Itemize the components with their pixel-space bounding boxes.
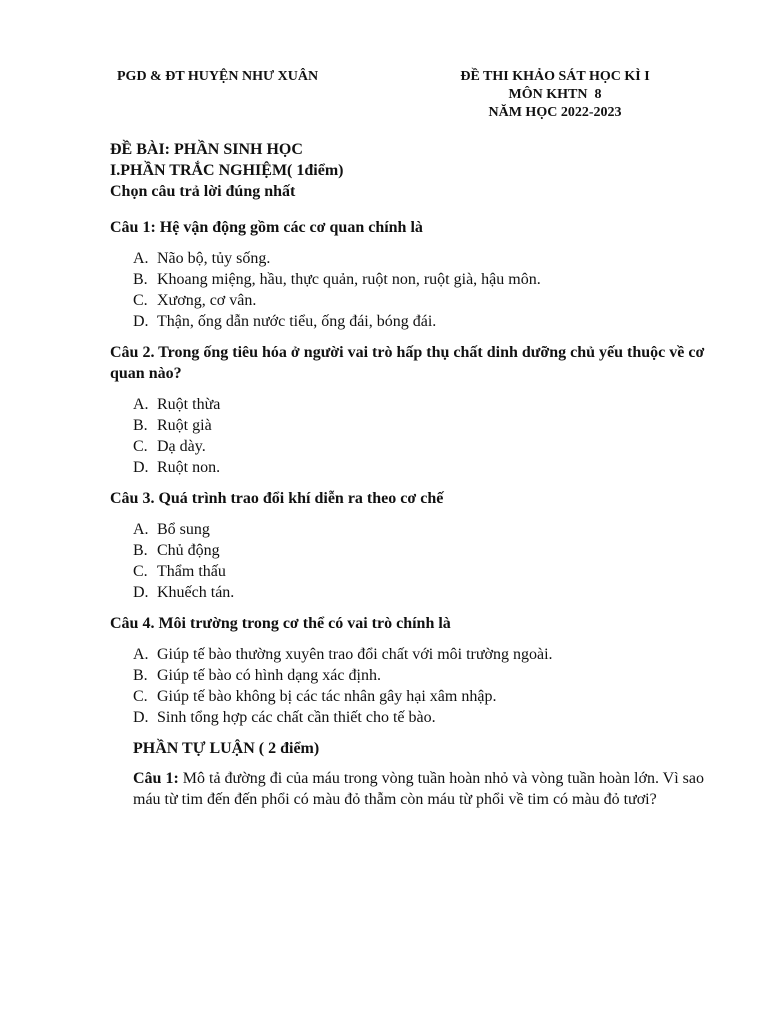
option-b — [133, 269, 720, 290]
question-3: Câu 3. Quá trình trao đổi khí diễn ra theo cơ chế — [110, 490, 444, 507]
option-c — [133, 686, 720, 707]
option-text: Xương, cơ vân. — [157, 292, 257, 309]
option-letter: D. — [133, 313, 149, 330]
option-letter: A. — [133, 250, 149, 267]
essay-question-text: Mô tả đường đi của máu trong vòng tuần hoàn nhỏ và vòng tuần hoàn lớn. Vì sao máu từ tim đến đến phổi có màu đỏ thẫm còn máu từ phổi về tim có màu đỏ tươi? — [133, 770, 704, 808]
option-letter: C. — [133, 438, 148, 455]
question-2-options — [110, 394, 720, 478]
option-text: Giúp tế bào thường xuyên trao đổi chất với môi trường ngoài. — [157, 646, 553, 663]
option-a — [133, 519, 720, 540]
option-letter: D. — [133, 709, 149, 726]
option-text: Ruột già — [157, 417, 212, 434]
option-letter: B. — [133, 271, 148, 288]
option-letter: B. — [133, 667, 148, 684]
option-letter: B. — [133, 542, 148, 559]
option-a — [133, 394, 720, 415]
question-4-options — [110, 644, 720, 728]
exam-header — [440, 68, 670, 122]
option-letter: D. — [133, 459, 149, 476]
question-2: Câu 2. Trong ống tiêu hóa ở người vai trò hấp thụ chất dinh dưỡng chủ yếu thuộc về cơ quan nào? — [110, 344, 705, 382]
option-letter: C. — [133, 688, 148, 705]
question-1: Câu 1: Hệ vận động gồm các cơ quan chính là — [110, 219, 423, 236]
option-text: Não bộ, tủy sống. — [157, 250, 271, 267]
option-text: Giúp tế bào không bị các tác nhân gây hại xâm nhập. — [157, 688, 497, 705]
option-text: Sinh tổng hợp các chất cần thiết cho tế bào. — [157, 709, 436, 726]
option-text: Chủ động — [157, 542, 220, 559]
exam-content — [110, 217, 720, 810]
option-d — [133, 582, 720, 603]
exam-year: NĂM HỌC 2022-2023 — [488, 105, 622, 120]
option-c — [133, 561, 720, 582]
option-a — [133, 248, 720, 269]
option-d — [133, 707, 720, 728]
option-text: Thận, ống dẫn nước tiểu, ống đái, bóng đái. — [157, 313, 437, 330]
essay-question-1 — [133, 768, 718, 810]
essay-title: PHẦN TỰ LUẬN ( 2 điểm) — [133, 740, 320, 757]
option-d — [133, 311, 720, 332]
option-text: Khoang miệng, hầu, thực quản, ruột non, ruột già, hậu môn. — [157, 271, 541, 288]
exam-subject: MÔN KHTN 8 — [508, 87, 602, 102]
option-letter: B. — [133, 417, 148, 434]
option-letter: D. — [133, 584, 149, 601]
option-b — [133, 415, 720, 436]
question-3-options — [110, 519, 720, 603]
option-b — [133, 665, 720, 686]
part1-title: I.PHẦN TRẮC NGHIỆM( 1điểm) — [110, 162, 344, 179]
option-letter: A. — [133, 521, 149, 538]
option-letter: A. — [133, 396, 149, 413]
option-text: Ruột non. — [157, 459, 221, 476]
option-text: Giúp tế bào có hình dạng xác định. — [157, 667, 381, 684]
instruction-text: Chọn câu trả lời đúng nhất — [110, 183, 296, 200]
section-heading — [110, 139, 343, 202]
option-a — [133, 644, 720, 665]
option-b — [133, 540, 720, 561]
essay-question-label: Câu 1: — [133, 770, 179, 787]
question-1-options — [110, 248, 720, 332]
option-letter: C. — [133, 563, 148, 580]
option-text: Thẩm thấu — [157, 563, 226, 580]
option-letter: A. — [133, 646, 149, 663]
option-text: Ruột thừa — [157, 396, 221, 413]
option-letter: C. — [133, 292, 148, 309]
school-header: PGD & ĐT HUYỆN NHƯ XUÂN — [117, 69, 319, 84]
option-text: Dạ dày. — [157, 438, 206, 455]
option-c — [133, 290, 720, 311]
option-c — [133, 436, 720, 457]
option-d — [133, 457, 720, 478]
section-title: ĐỀ BÀI: PHẦN SINH HỌC — [110, 141, 303, 158]
option-text: Khuếch tán. — [157, 584, 235, 601]
question-4: Câu 4. Môi trường trong cơ thể có vai trò chính là — [110, 615, 451, 632]
option-text: Bổ sung — [157, 521, 210, 538]
exam-title: ĐỀ THI KHẢO SÁT HỌC KÌ I — [460, 69, 650, 84]
